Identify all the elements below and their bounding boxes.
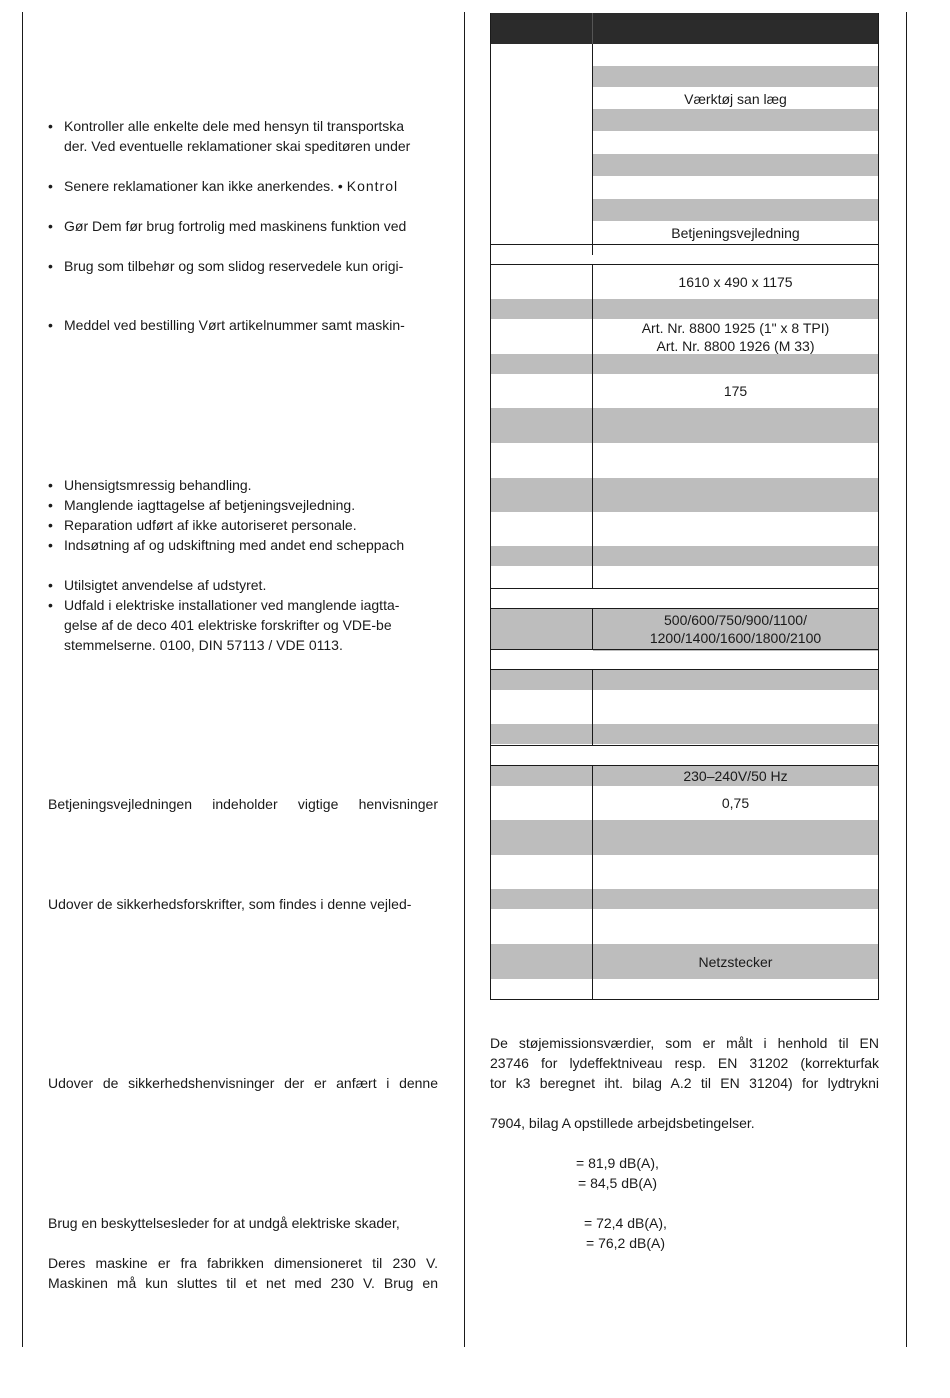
- table-row: 230–240V/50 Hz: [491, 766, 878, 786]
- noise-line-2: 23746 for lydeffektniveau resp. EN 31202 (korrekturfak: [490, 1055, 879, 1071]
- bullet-ignore-manual: • Manglende iagttagelse af betjeningsvejledning.: [48, 497, 356, 513]
- table-row: [491, 724, 878, 744]
- table-row: Netzstecker: [491, 944, 878, 979]
- bullet-order-info: • Meddel ved bestilling Vørt artikelnummer samt maskin-: [48, 317, 405, 333]
- table-row: [491, 889, 878, 909]
- table-row: [491, 354, 878, 374]
- noise-line-3: tor k3 beregnet iht. bilag A.2 til EN 31204) for lydtrykni: [490, 1075, 879, 1091]
- table-row: 1610 x 490 x 1175: [678, 274, 793, 290]
- table-row: [491, 66, 878, 87]
- table-row: [491, 546, 878, 566]
- table-row: 500/600/750/900/1100/ 1200/1400/1600/1800/2100: [491, 609, 878, 649]
- table-row: [491, 670, 878, 690]
- table-row: [491, 820, 878, 855]
- table-row: 175: [723, 383, 748, 399]
- noise-value-1: = 81,9 dB(A),: [576, 1155, 659, 1171]
- paragraph-safety-notes: Udover de sikkerhedshenvisninger der er anfært i denne: [48, 1075, 438, 1091]
- paragraph-protective-earth: Brug en beskyttelsesleder for at undgå elektriske skader,: [48, 1215, 400, 1231]
- table-row: Art. Nr. 8800 1925 (1" x 8 TPI) Art. Nr. 8800 1926 (M 33): [641, 320, 830, 354]
- table-row: 0,75: [721, 795, 750, 811]
- table-header: [491, 13, 878, 44]
- bullet-non-original: • Indsøtning af og udskiftning med andet end scheppach: [48, 537, 405, 553]
- noise-line-4: 7904, bilag A opstillede arbejdsbetingelser.: [490, 1115, 755, 1131]
- noise-value-3: = 72,4 dB(A),: [584, 1215, 667, 1231]
- bullet-transport-check: • Kontroller alle enkelte dele med hensyn til transportska der. Ved eventuelle reklamationer skai speditøren under: [48, 118, 411, 154]
- bullet-electrical-failure: • Udfald i elektriske installationer ved manglende iagtta- gelse af de deco 401 elektriske forskrifter og VDE-be stemmelserne. 0100, DIN 57113 / VDE 0113.: [48, 597, 400, 653]
- bullet-unauthorized-repair: • Reparation udført af ikke autoriseret personale.: [48, 517, 357, 533]
- right-margin-line: [906, 12, 907, 1347]
- paragraph-safety-rules: Udover de sikkerhedsforskrifter, som findes i denne vejled-: [48, 896, 412, 912]
- table-row: [491, 299, 878, 319]
- table-row: [491, 408, 878, 443]
- noise-line-1: De støjemissionsværdier, som er målt i henhold til EN: [490, 1035, 879, 1051]
- bullet-improper-handling: • Uhensigtsmressig behandling.: [48, 477, 252, 493]
- table-row: [491, 478, 878, 512]
- technical-data-table: [490, 13, 879, 1000]
- column-divider-line: [464, 12, 465, 1347]
- bullet-unintended-use: • Utilsigtet anvendelse af udstyret.: [48, 577, 267, 593]
- table-row: Betjeningsvejledning: [671, 225, 800, 241]
- noise-value-4: = 76,2 dB(A): [586, 1235, 665, 1251]
- noise-value-2: = 84,5 dB(A): [578, 1175, 657, 1191]
- left-margin-line: [22, 12, 23, 1347]
- paragraph-manual-info: Betjeningsvejledningen indeholder vigtige henvisninger: [48, 796, 438, 812]
- paragraph-voltage-2: Maskinen må kun sluttes til et net med 230 V. Brug en: [48, 1275, 438, 1291]
- table-row: [491, 199, 878, 221]
- bullet-familiarize: • Gør Dem før brug fortrolig med maskinens funktion ved: [48, 218, 407, 234]
- bullet-late-claims: • Senere reklamationer kan ikke anerkendes. • Kontrol: [48, 178, 399, 194]
- table-row: Værktøj san læg: [684, 91, 787, 107]
- table-row: [491, 154, 878, 176]
- table-row: [491, 109, 878, 131]
- bullet-original-parts: • Brug som tilbehør og som slidog reservedele kun origi-: [48, 258, 404, 274]
- paragraph-voltage-1: Deres maskine er fra fabrikken dimensioneret til 230 V.: [48, 1255, 438, 1271]
